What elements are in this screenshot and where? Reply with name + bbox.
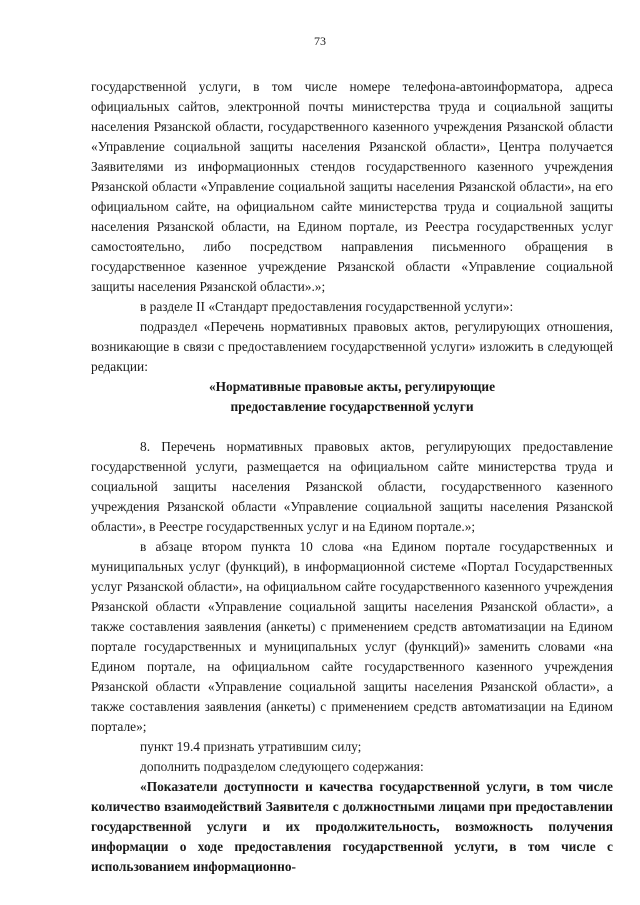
spacer xyxy=(91,417,613,437)
paragraph-item-19-4: пункт 19.4 признать утратившим силу; xyxy=(140,739,362,754)
paragraph-section-ii: в разделе II «Стандарт предоставления государственной услуги»: xyxy=(140,299,514,314)
paragraph-item-8: 8. Перечень нормативных правовых актов, регулирующих предоставление государственной услуги, размещается на официальном сайте министерства труда и социальной защиты населения Рязанской области, государственного казенного учреждения Рязанской области «Управление социальной защиты населения Рязанской области», в Реестре государственных услуг и на Едином портале.»; xyxy=(91,439,613,534)
paragraph-item-10-amendment: в абзаце втором пункта 10 слова «на Едином портале государственных и муниципальных услуг (функций), в информационной системе «Портал Государственных услуг Рязанской области», на официальном сайте государственного казенного учреждения Рязанской области «Управление социальной защиты населения Рязанской области», а также составления заявления (анкеты) с применением средств автоматизации на Едином портале государственных и муниципальных услуг (функций)» заменить словами «на Едином портале, на официальном сайте государственного казенного учреждения Рязанской области «Управление социальной защиты населения Рязанской области», а также составления заявления (анкеты) с применением средств автоматизации на Едином портале»; xyxy=(91,539,613,734)
heading-normative-acts-line-1: «Нормативные правовые акты, регулирующие xyxy=(208,379,496,394)
paragraph-subsection-replace: подраздел «Перечень нормативных правовых актов, регулирующих отношения, возникающие в связи с предоставлением государственной услуги» изложить в следующей редакции: xyxy=(91,319,613,374)
document-body xyxy=(91,77,613,877)
paragraph-info-sources: государственной услуги, в том числе номере телефона-автоинформатора, адреса официальных сайтов, электронной почты министерства труда и социальной защиты населения Рязанской области, государственного казенного учреждения Рязанской области «Управление социальной защиты населения Рязанской области», Центра получается Заявителями из информационных стендов государственного казенного учреждения Рязанской области «Управление социальной защиты населения Рязанской области», на его официальном сайте, на официальном сайте министерства труда и социальной защиты населения Рязанской области, на Едином портале, из Реестра государственных услуг самостоятельно, либо посредством направления письменного обращения в государственное казенное учреждение Рязанской области «Управление социальной защиты населения Рязанской области».»; xyxy=(91,79,613,294)
heading-accessibility-quality: «Показатели доступности и качества государственной услуги, в том числе количество взаимодействий Заявителя с должностными лицами при предоставлении государственной услуги и их продолжительность, возможность получения информации о ходе предоставления государственной услуги, в том числе с использованием информационно- xyxy=(91,779,613,874)
paragraph-add-subsection: дополнить подразделом следующего содержания: xyxy=(140,759,424,774)
heading-normative-acts-line-2: предоставление государственной услуги xyxy=(230,399,474,414)
page-number: 73 xyxy=(314,34,326,48)
